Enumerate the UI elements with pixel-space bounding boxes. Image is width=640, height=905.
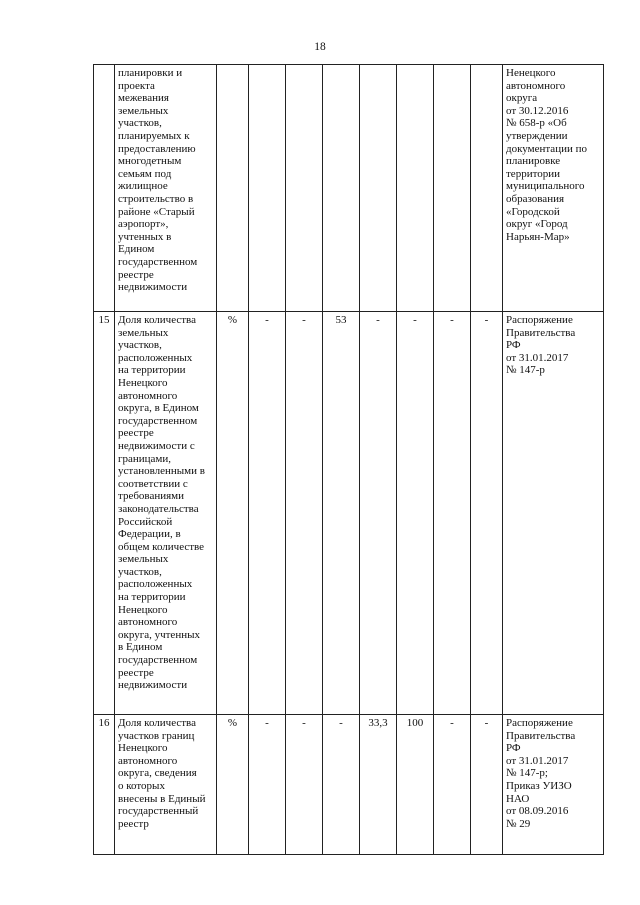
row-number: 16	[94, 715, 115, 855]
value-cell: -	[434, 312, 471, 715]
value-cell: -	[471, 715, 503, 855]
page-number: 18	[314, 41, 326, 53]
indicator-description: планировки и проекта межевания земельных участков, планируемых к предоставлению многодетным семьям под жилищное строительство в районе «Старый аэропорт», учтенных в Едином государственном реестре недвижимости	[115, 65, 217, 312]
value-cell	[434, 65, 471, 312]
value-cell: -	[286, 312, 323, 715]
indicator-description: Доля количества участков границ Ненецкого автономного округа, сведения о которых внесены в Единый государственный реестр	[115, 715, 217, 855]
value-cell: -	[249, 715, 286, 855]
value-cell: -	[434, 715, 471, 855]
row-number: 15	[94, 312, 115, 715]
value-cell: 100	[397, 715, 434, 855]
indicator-description: Доля количества земельных участков, расположенных на территории Ненецкого автономного округа, в Едином государственном реестре недвижимости с границами, установленными в соответствии с требованиями законодательства Российской Федерации, в общем количестве земельных участков, расположенных на территории Ненецкого автономного округа, учтенных в Едином государственном реестре недвижимости	[115, 312, 217, 715]
source-document: Ненецкого автономного округа от 30.12.2016 № 658-р «Об утверждении документации по планировке территории муниципального образования «Городской округ «Город Нарьян-Мар»	[503, 65, 604, 312]
source-document: Распоряжение Правительства РФ от 31.01.2017 № 147-р; Приказ УИЗО НАО от 08.09.2016 № 29	[503, 715, 604, 855]
value-cell: -	[249, 312, 286, 715]
value-cell: -	[471, 312, 503, 715]
table-row	[94, 65, 604, 312]
value-cell: -	[360, 312, 397, 715]
source-document: Распоряжение Правительства РФ от 31.01.2017 № 147-р	[503, 312, 604, 715]
unit-cell: %	[217, 715, 249, 855]
value-cell: 53	[323, 312, 360, 715]
table-row	[94, 715, 604, 855]
indicators-table	[93, 64, 604, 855]
unit-cell	[217, 65, 249, 312]
row-number	[94, 65, 115, 312]
value-cell: 33,3	[360, 715, 397, 855]
value-cell	[471, 65, 503, 312]
value-cell	[323, 65, 360, 312]
value-cell	[397, 65, 434, 312]
value-cell	[360, 65, 397, 312]
value-cell: -	[323, 715, 360, 855]
table-row	[94, 312, 604, 715]
value-cell	[249, 65, 286, 312]
value-cell: -	[397, 312, 434, 715]
unit-cell: %	[217, 312, 249, 715]
value-cell	[286, 65, 323, 312]
value-cell: -	[286, 715, 323, 855]
